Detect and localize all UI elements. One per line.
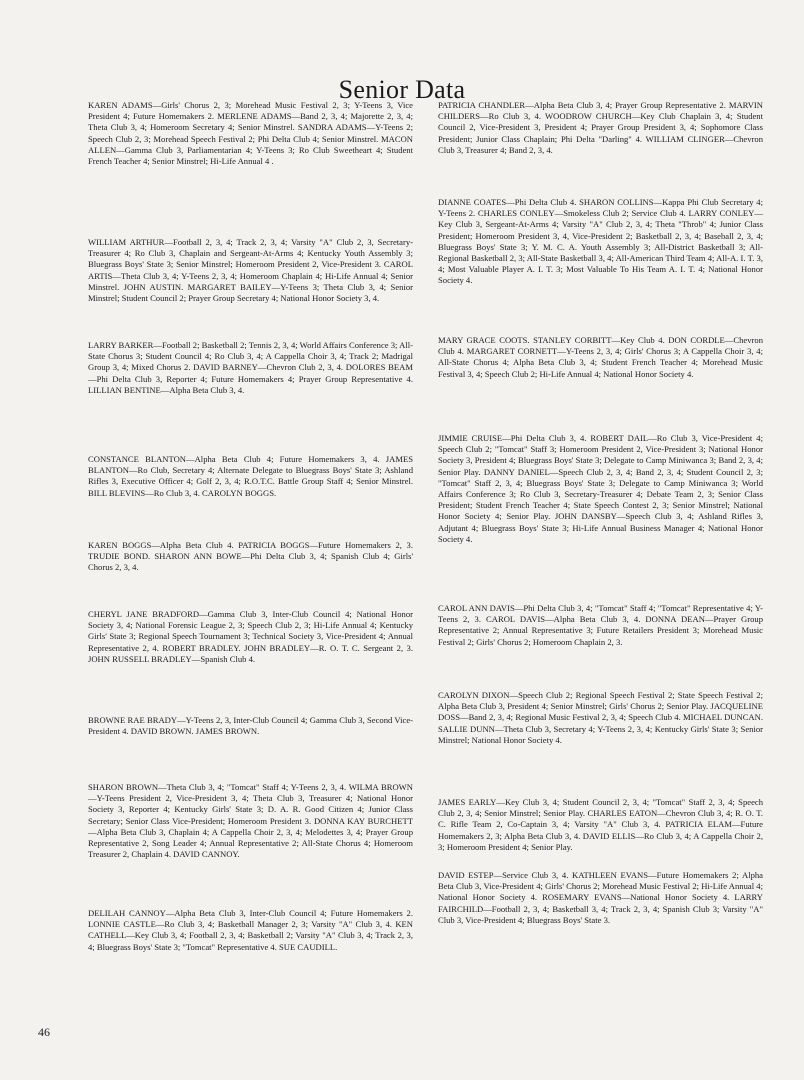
senior-entry: KAREN ADAMS—Girls' Chorus 2, 3; Morehead Music Festival 2, 3; Y-Teens 3, Vice President 4; Future Homemakers 2. MERLENE ADAMS—Band 2, 3, 4; Majorette 2, 3, 4; Theta Club 3, 4; Homeroom Secretary 4; Senior Minstrel. SANDRA ADAMS—Y-Teens 2; Speech Club 2, 3; Morehead Speech Festival 2; Phi Delta Club 4; Senior Minstrel. MACON ALLEN—Gamma Club 3, Parliamentarian 4; Y-Teens 3; Ro Club Sweetheart 4; Student French Teacher 4; Senior Minstrel; Hi-Life Annual 4 .	[88, 100, 413, 167]
senior-entry: MARY GRACE COOTS. STANLEY CORBITT—Key Club 4. DON CORDLE—Chevron Club 4. MARGARET CORNETT—Y-Teens 2, 3, 4; Girls' Chorus 3; A Cappella Choir 3, 4; All-State Chorus 4; Alpha Beta Club 3, 4; Student French Teacher 4; Morehead Music Festival 3, 4; Speech Club 2; Hi-Life Annual 4; National Honor Society 4.	[438, 335, 763, 379]
senior-entry: DIANNE COATES—Phi Delta Club 4. SHARON COLLINS—Kappa Phi Club Secretary 4; Y-Teens 2. CHARLES CONLEY—Smokeless Club 2; Service Club 4. LARRY CONLEY—Key Club 3, Sergeant-At-Arms 4; Varsity "A" Club 2, 3, 4; Theta "Throb" 4; Junior Class President; Homeroom President 3, 4, Vice-President 2; Basketball 2, 3, 4; Baseball 2, 3, 4; Bluegrass Boys' State 3; Y. M. C. A. Youth Assembly 3; All-District Basketball 3; All-Regional Basketball 2, 3; All-State Basketball 3, 4; All-American Third Team 4; All-A. I. T. 3, 4; Most Valuable Player A. I. T. 3; Most Valuable To His Team A. I. T. 4; National Honor Society 4.	[438, 197, 763, 286]
senior-entry: SHARON BROWN—Theta Club 3, 4; "Tomcat" Staff 4; Y-Teens 2, 3, 4. WILMA BROWN—Y-Teens President 2, Vice-President 3, 4; Theta Club 3, Treasurer 4; National Honor Society 3, Reporter 4; Kentucky Girls' State 3; D. A. R. Good Citizen 4; Junior Class Secretary; Senior Class Vice-President; Homeroom President 3. DONNA KAY BURCHETT—Alpha Beta Club 3, Chaplain 4; A Cappella Choir 2, 3, 4; Melodettes 3, 4; Prayer Group Representative 2, Song Leader 4; Annual Representative 2; All-State Chorus 4; Homeroom Treasurer 2, Chaplain 4. DAVID CANNOY.	[88, 782, 413, 860]
senior-entry: DAVID ESTEP—Service Club 3, 4. KATHLEEN EVANS—Future Homemakers 2; Alpha Beta Club 3, Vice-President 4; Girls' Chorus 2; Morehead Music Festival 2; Hi-Life Annual 4; National Honor Society 4. ROSEMARY EVANS—National Honor Society 4. LARRY FAIRCHILD—Football 2, 3, 4; Basketball 3, 4; Track 2, 3, 4; Spanish Club 3; Varsity "A" Club 3, Vice-President 4; Bluegrass Boys' State 3.	[438, 870, 763, 925]
senior-entry: BROWNE RAE BRADY—Y-Teens 2, 3, Inter-Club Council 4; Gamma Club 3, Second Vice-President 4. DAVID BROWN. JAMES BROWN.	[88, 715, 413, 737]
senior-entry: DELILAH CANNOY—Alpha Beta Club 3, Inter-Club Council 4; Future Homemakers 2. LONNIE CASTLE—Ro Club 3, 4; Basketball Manager 2, 3; Varsity "A" Club 3, 4. KEN CATHELL—Key Club 3, 4; Football 2, 3, 4; Basketball 2; Varsity "A" Club 3, 4; Track 2, 3, 4; Bluegrass Boys' State 3; "Tomcat" Representative 4. SUE CAUDILL.	[88, 908, 413, 952]
senior-entry: LARRY BARKER—Football 2; Basketball 2; Tennis 2, 3, 4; World Affairs Conference 3; All-State Chorus 3; Student Council 4; Ro Club 3, 4; A Cappella Choir 3, 4; Track 2; Madrigal Group 3, 4; Mixed Chorus 2. DAVID BARNEY—Chevron Club 2, 3, 4. DOLORES BEAM—Phi Delta Club 3, Reporter 4; Future Homemakers 4; Prayer Group Representative 4. LILLIAN BENTINE—Alpha Beta Club 3, 4.	[88, 340, 413, 395]
page-title: Senior Data	[338, 75, 466, 105]
senior-entry: CONSTANCE BLANTON—Alpha Beta Club 4; Future Homemakers 3, 4. JAMES BLANTON—Ro Club, Secretary 4; Alternate Delegate to Bluegrass Boys' State 3; Ashland Rifles 3, Executive Officer 4; Golf 2, 3, 4; R.O.T.C. Battle Group Staff 4; Senior Minstrel. BILL BLEVINS—Ro Club 3, 4. CAROLYN BOGGS.	[88, 454, 413, 498]
senior-entry: CAROL ANN DAVIS—Phi Delta Club 3, 4; "Tomcat" Staff 4; "Tomcat" Representative 4; Y-Teens 2, 3. CAROL DAVIS—Alpha Beta Club 3, 4. DONNA DEAN—Prayer Group Representative 2; Annual Representative 3; Future Retailers President 3; Morehead Music Festival 2; Girls' Chorus 2; Homeroom Chaplain 2, 3.	[438, 603, 763, 647]
senior-entry: CAROLYN DIXON—Speech Club 2; Regional Speech Festival 2; State Speech Festival 2; Alpha Beta Club 3, President 4; Senior Minstrel; Girls' Chorus 2; Senior Play. JACQUELINE DOSS—Band 2, 3, 4; Regional Music Festival 2, 3, 4; Speech Club 4. MICHAEL DUNCAN. SALLIE DUNN—Theta Club 3, Secretary 4; Y-Teens 2, 3, 4; Kentucky Girls' State 3; Senior Minstrel; National Honor Society 4.	[438, 690, 763, 745]
senior-entry: CHERYL JANE BRADFORD—Gamma Club 3, Inter-Club Council 4; National Honor Society 3, 4; National Forensic League 2, 3; Speech Club 2, 3; Hi-Life Annual 4; Kentucky Girls' State 3; Regional Speech Tournament 3; Technical Society 3, Vice-President 4; Annual Representative 2, 4. ROBERT BRADLEY. JOHN BRADLEY—R. O. T. C. Sergeant 2, 3. JOHN RUSSELL BRADLEY—Spanish Club 4.	[88, 609, 413, 664]
senior-entry: WILLIAM ARTHUR—Football 2, 3, 4; Track 2, 3, 4; Varsity "A" Club 2, 3, Secretary-Treasurer 4; Ro Club 3, Chaplain and Sergeant-At-Arms 4; Kentucky Youth Assembly 3; Bluegrass Boys' State 3; Senior Minstrel; Homeroom President 2, Vice-President 3. CAROL ARTIS—Theta Club 3, 4; Y-Teens 2, 3, 4; Homeroom Chaplain 4; Hi-Life Annual 4; Senior Minstrel. JOHN AUSTIN. MARGARET BAILEY—Y-Teens 3; Theta Club 3, 4; Senior Minstrel; Student Council 2; Prayer Group Secretary 4; National Honor Society 3, 4.	[88, 237, 413, 304]
page-number: 46	[38, 1025, 50, 1039]
senior-entry: PATRICIA CHANDLER—Alpha Beta Club 3, 4; Prayer Group Representative 2. MARVIN CHILDERS—Ro Club 3, 4. WOODROW CHURCH—Key Club Chaplain 3, 4; Student Council 2, Vice-President 3, President 4; Prayer Group President 3, 4; Sophomore Class President; Junior Class Chaplain; Phi Delta "Darling" 4. WILLIAM CLINGER—Chevron Club 3, Treasurer 4; Band 2, 3, 4.	[438, 100, 763, 155]
senior-entry: KAREN BOGGS—Alpha Beta Club 4. PATRICIA BOGGS—Future Homemakers 2, 3. TRUDIE BOND. SHARON ANN BOWE—Phi Delta Club 3, 4; Spanish Club 4; Girls' Chorus 2, 3, 4.	[88, 540, 413, 573]
senior-entry: JAMES EARLY—Key Club 3, 4; Student Council 2, 3, 4; "Tomcat" Staff 2, 3, 4; Speech Club 2, 3, 4; Senior Minstrel; Senior Play. CHARLES EATON—Chevron Club 3, 4; R. O. T. C. Rifle Team 2, Co-Captain 3, 4; Varsity "A" Club 3, 4. PATRICIA ELAM—Future Homemakers 2, 3; Alpha Beta Club 3, 4. DAVID ELLIS—Ro Club 3, 4; A Cappella Choir 2, 3; Homeroom President 4; Senior Play.	[438, 797, 763, 852]
senior-entry: JIMMIE CRUISE—Phi Delta Club 3, 4. ROBERT DAIL—Ro Club 3, Vice-President 4; Speech Club 2; "Tomcat" Staff 3; Homeroom President 2, Vice-President 3; National Honor Society 3, President 4; Bluegrass Boys' State 3; Delegate to Camp Miniwanca 3; Band 2, 3, 4; Senior Play. DANNY DANIEL—Speech Club 2, 3, 4; Band 2, 3, 4; Student Council 2, 3; "Tomcat" Staff 2, 3, 4; Bluegrass Boys' State 3; Delegate to Camp Miniwanca 3; World Affairs Conference 3; Ro Club 3, Secretary-Treasurer 4; Debate Team 2, 3; Senior Class President; Student French Teacher 4; State Speech Contest 2, 3; Senior Minstrel; National Honor Society 4; Senior Play. JOHN DANSBY—Speech Club 3, 4; Ashland Rifles 3, Adjutant 4; Bluegrass Boys' State 3; Hi-Life Annual Business Manager 4; National Honor Society 4.	[438, 433, 763, 544]
